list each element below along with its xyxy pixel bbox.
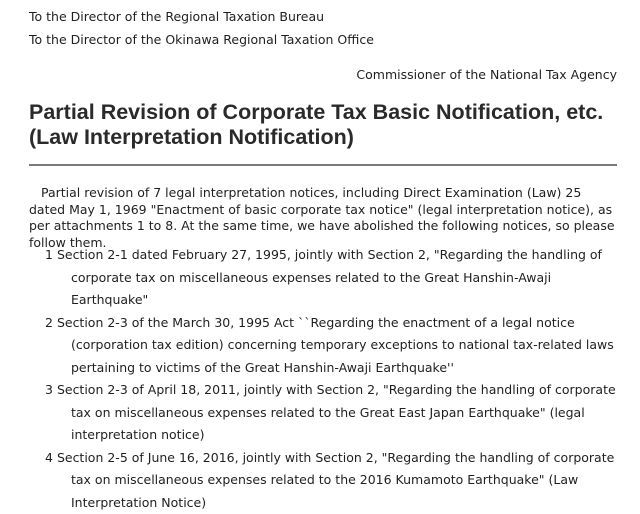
item-number: 1 bbox=[45, 244, 53, 267]
item-number: 3 bbox=[45, 379, 53, 402]
item-number: 2 bbox=[45, 312, 53, 335]
sender-commissioner: Commissioner of the National Tax Agency bbox=[356, 67, 617, 83]
item-text: Section 2-3 of April 18, 2011, jointly with Section 2, "Regarding the handling of corporate tax on miscellaneous expenses related to the Great East Japan Earthquake" (legal interpretation notice) bbox=[57, 382, 616, 442]
intro-paragraph: Partial revision of 7 legal interpretation notices, including Direct Examination (Law) 25 dated May 1, 1969 "Enactment of basic corporate tax notice" (legal interpretation notice), as per attachments 1 to 8. At the same time, we have abolished the following notices, so please follow them. bbox=[29, 185, 621, 251]
item-text: Section 2-1 dated February 27, 1995, jointly with Section 2, "Regarding the handling of corporate tax on miscellaneous expenses related to the Great Hanshin-Awaji Earthquake" bbox=[57, 247, 602, 307]
abolished-notices-list bbox=[45, 244, 625, 514]
addressee-regional-bureau: To the Director of the Regional Taxation Bureau bbox=[29, 9, 324, 25]
addressee-okinawa-office: To the Director of the Okinawa Regional Taxation Office bbox=[29, 32, 374, 48]
list-item bbox=[45, 379, 625, 447]
list-item bbox=[45, 447, 625, 514]
list-item bbox=[45, 244, 625, 312]
item-text: Section 2-5 of June 16, 2016, jointly with Section 2, "Regarding the handling of corporate tax on miscellaneous expenses related to the 2016 Kumamoto Earthquake" (Law Interpretation Notice) bbox=[57, 450, 614, 510]
title-divider bbox=[29, 164, 617, 166]
item-text: Section 2-3 of the March 30, 1995 Act ``Regarding the enactment of a legal notice (corporation tax edition) concerning temporary exceptions to national tax-related laws pertaining to victims of the Great Hanshin-Awaji Earthquake'' bbox=[57, 315, 614, 375]
page-title: Partial Revision of Corporate Tax Basic Notification, etc. (Law Interpretation Notification) bbox=[29, 100, 629, 150]
list-item bbox=[45, 312, 625, 380]
item-number: 4 bbox=[45, 447, 53, 470]
